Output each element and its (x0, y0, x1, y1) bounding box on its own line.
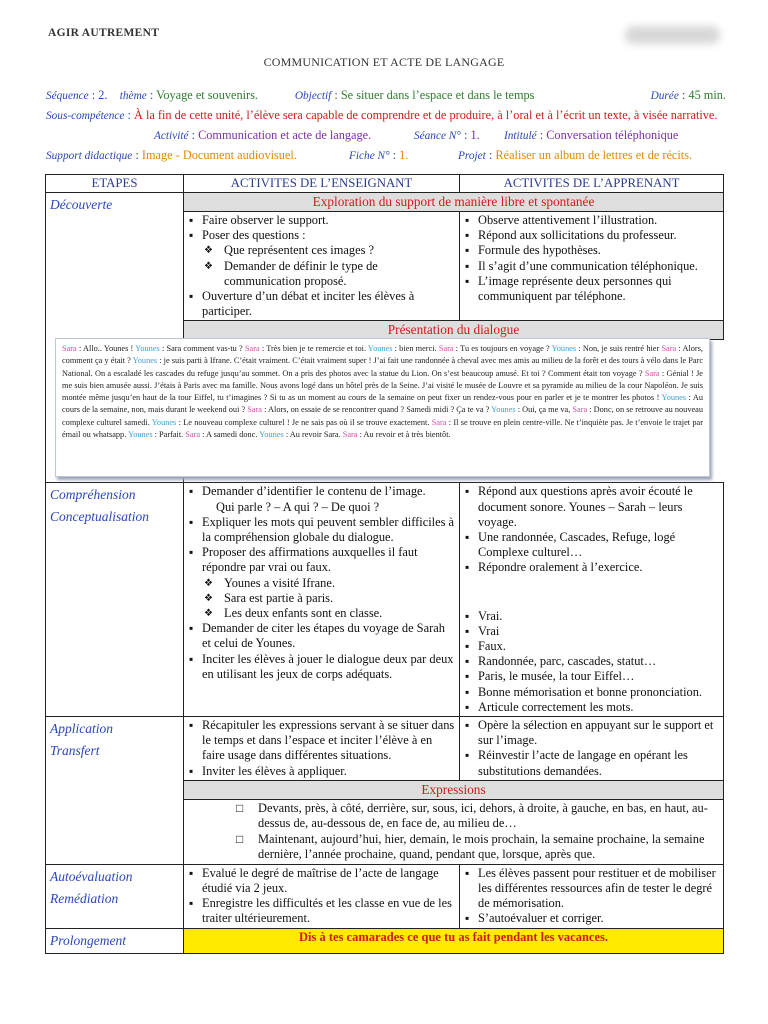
dialogue-box (55, 338, 710, 477)
meta-line-4: Support didactique : Image - Document audiovisuel. Fiche N° : 1. Projet : Réaliser un album de lettres et de récits. (46, 148, 693, 162)
meta-souscompetence: Sous-compétence : À la fin de cette unité, l’élève sera capable de comprendre et de produire, à l’oral et à l’écrit un texte, à visée narrative. (46, 108, 718, 122)
header-enseignant: ACTIVITES DE L’ENSEIGNANT (184, 175, 460, 193)
autoeval-teacher: ▪ Evalué le degré de maîtrise de l’acte de langage étudié via 2 jeux. ▪ Enregistre les difficultés et les classe en vue de les traiter ultérieurement. (184, 864, 460, 928)
dialogue-speaker: Sara (342, 430, 358, 440)
dialogue-speaker: Younes (551, 344, 577, 353)
dialogue-line: : A samedi donc. (200, 430, 260, 440)
dialogue-line: : Alors, comment ça y était ? (62, 344, 703, 366)
dialogue-line: : Il se trouve en plein centre-ville. Ne t’inquiète pas. Je t’envoie le trajet par émail ou whatsapp. (62, 417, 703, 440)
dialogue-line: : Oui, ça me va, (515, 405, 573, 415)
dialogue-speaker: Younes (259, 430, 284, 440)
dialogue-line: : Allo.. Younes ! (76, 344, 136, 353)
dialogue-speaker: Younes (132, 356, 158, 366)
dialogue-speaker: Younes (135, 344, 160, 353)
dialogue-line: : Alors, on essaie de se rencontrer quand ? Samedi midi ? Ça te va ? (262, 405, 492, 415)
dialogue-speaker: Sara (62, 344, 77, 353)
dialogue-speaker: Sara (572, 405, 588, 415)
dialogue-line: : Très bien je te remercie et toi. (259, 344, 368, 353)
dialogue-speaker: Younes (128, 430, 153, 440)
comprehension-teacher: ▪ Demander d’identifier le contenu de l’image. Qui parle ? – A qui ? – De quoi ? ▪ Expliquer les mots qui peuvent sembler difficiles à la compréhension globale du dialogue. ▪ Proposer des affirmations auxquelles il faut répondre par vrai ou faux. ❖ Younes a visité Ifrane. ❖ Sara est partie à paris. ❖ Les deux enfants sont en classe. ▪ Demander de citer les étapes du voyage de Sarah et celui de Younes. ▪ Inciter les élèves à jouer le dialogue deux par deux en utilisant les jeux de corps adéquats. (184, 483, 460, 717)
dialogue-line: : Génial ! Je me suis bien amusée aussi. J’étais à Paris avec ma famille. Nous avons logé dans un hôtel près de la Seine. J’ai visité le musée de Louvre et sa pyramide au milieu de la cour Napoléon. Je suis montée même jusqu’en haut de la tour Eiffel, tu t’imagines ? Si tu as un moment au cours de la semaine on peut fixer un rendez-vous pour en parler et je te montrer les photos ! (62, 368, 703, 403)
document-title: COMMUNICATION ET ACTE DE LANGAGE (263, 55, 505, 69)
dialogue-speaker: Sara (244, 344, 260, 353)
application-teacher: ▪ Récapituler les expressions servant à se situer dans le temps et dans l’espace et inciter l’élève à en faire usage dans différentes situations. ▪ Inviter les élèves à appliquer. (184, 717, 460, 781)
dialogue-line: : Non, je suis rentré hier (576, 344, 662, 353)
autoeval-learner: ▪ Les élèves passent pour restituer et de mobiliser les différentes ressources afin de tester le degré de mémorisation. ▪ S’autoévaluer et corriger. (460, 864, 724, 928)
prolongement-task: Dis à tes camarades ce que tu as fait pendant les vacances. (184, 928, 724, 953)
brand-title: AGIR AUTREMENT (48, 27, 160, 39)
dialogue-line: : Au revoir et à très bientôt. (357, 430, 451, 440)
dialogue-line: : Tu es toujours en voyage ? (453, 344, 552, 353)
dialogue-speaker: Sara (438, 344, 454, 353)
stage-decouverte: Découverte (46, 193, 184, 483)
dialogue-line: : Sara comment vas-tu ? (159, 344, 245, 353)
dialogue-line: : je suis parti à Ifrane. C’était vraiment. C’était vraiment super ! J’ai fait une randonnée à cheval avec mes amis au milieu de la forêt et des tours à vélo dans le Parc National. On a escaladé les cascades du refuge jusqu’au sommet. On a pris des photos avec la statue du Lion. On s’est beaucoup amusé. Et toi ? Comment était ton voyage ? (62, 356, 704, 378)
dialogue-line: : Parfait. (152, 430, 186, 440)
decouverte-teacher: ▪ Faire observer le support. ▪ Poser des questions : ❖ Que représentent ces images ? ❖ Demander de définir le type de communication proposé. ▪ Ouverture d’un débat et inciter les élèves à participer. (184, 212, 460, 321)
dialogue-speaker: Younes (151, 417, 177, 427)
blurred-logo (625, 26, 720, 44)
dialogue-speaker: Sara (644, 368, 660, 378)
expressions-list: □ Devants, près, à côté, derrière, sur, sous, ici, dehors, à droite, à gauche, en bas, en haut, au-dessus de, au-dessous de, en face de, au milieu de… □ Maintenant, aujourd’hui, hier, demain, le mois prochain, la semaine prochaine, la semaine dernière, l’année prochaine, quand, pendant que, lorsque, après que. (184, 799, 724, 864)
dialogue-line: : Au revoir Sara. (283, 430, 343, 440)
meta-line-1: Séquence : 2. thème : Voyage et souvenirs. Objectif : Se situer dans l’espace et dans le temps Durée : 45 min. (46, 88, 726, 102)
lesson-table (45, 174, 724, 954)
dialogue-line: : Donc, on se retrouve au nouveau complexe culturel samedi. (62, 405, 703, 427)
dialogue-speaker: Younes (491, 405, 516, 415)
band-presentation: Présentation du dialogue (184, 321, 724, 340)
stage-application: Application Transfert (46, 717, 184, 865)
header-apprenant: ACTIVITES DE L’APPRENANT (460, 175, 724, 193)
dialogue-speaker: Sara (661, 344, 677, 353)
header-etapes: ETAPES (46, 175, 184, 193)
table-header-row (46, 175, 724, 193)
dialogue-speaker: Younes (367, 344, 393, 353)
application-learner: ▪ Opère la sélection en appuyant sur le support et sur l’image. ▪ Réinvestir l’acte de langage en opérant les substitutions demandées. (460, 717, 724, 781)
band-exploration: Exploration du support de manière libre et spontanée (184, 193, 724, 212)
comprehension-learner: ▪ Répond aux questions après avoir écouté le document sonore. Younes – Sarah – leurs voyage. ▪ Une randonnée, Cascades, Refuge, logé Complexe culturel… ▪ Répondre oralement à l’exercice. ▪ Vrai. ▪ Vrai ▪ Faux. ▪ Randonnée, parc, cascades, statut… ▪ Paris, le musée, la tour Eiffel… ▪ Bonne mémorisation et bonne prononciation. ▪ Articule correctement les mots. (460, 483, 724, 717)
dialogue-speaker: Sara (247, 405, 262, 415)
dialogue-line: : Au cours de la semaine, non, mais durant le weekend oui ? (62, 393, 703, 415)
stage-comprehension: Compréhension Conceptualisation (46, 483, 184, 717)
dialogue-speaker: Younes (661, 393, 687, 403)
band-expressions: Expressions (184, 780, 724, 799)
dialogue-line: : bien merci. (392, 344, 439, 353)
dialogue-speaker: Sara (185, 430, 201, 440)
dialogue-line: : Le nouveau complexe culturel ! Je ne sais pas où il se trouve exactement. (176, 417, 432, 427)
dialogue-speaker: Sara (431, 417, 447, 427)
stage-prolongement: Prolongement (46, 928, 184, 953)
stage-autoevaluation: Autoévaluation Remédiation (46, 864, 184, 928)
decouverte-learner: ▪ Observe attentivement l’illustration. ▪ Répond aux sollicitations du professeur. ▪ Formule des hypothèses. ▪ Il s’agit d’une communication téléphonique. ▪ L’image représente deux personnes qui communiquent par téléphone. (460, 212, 724, 321)
